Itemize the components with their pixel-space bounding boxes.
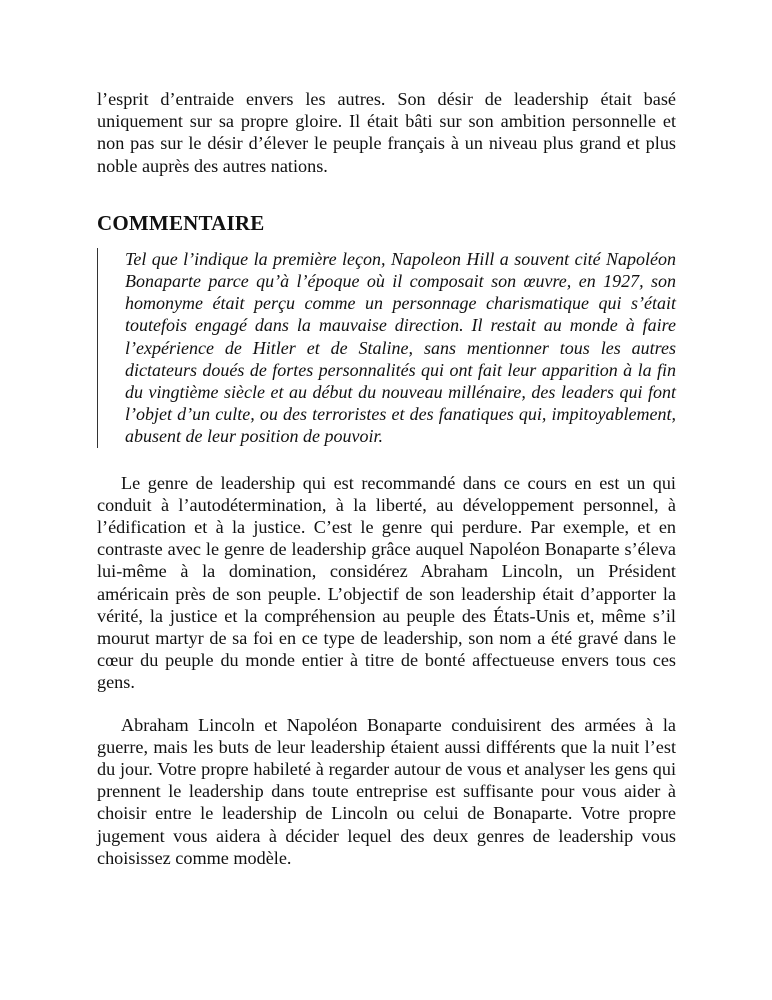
document-page — [97, 88, 676, 869]
commentary-block — [97, 248, 676, 448]
section-heading: COMMENTAIRE — [97, 210, 265, 235]
body-paragraph-2: Le genre de leadership qui est recommandé dans ce cours en est un qui conduit à l’autodétermination, à la liberté, au développement personnel, à l’édification et à la justice. C’est le genre qui perdure. Par exemple, et en contraste avec le genre de leadership grâce auquel Napoléon Bonaparte s’éleva lui-même à la domination, considérez Abraham Lincoln, un Président américain près de son peuple. L’objectif de son leadership était d’apporter la vérité, la justice et la compréhension au peuple des États-Unis et, même s’il mourut martyr de sa foi en ce type de leadership, son nom a été gravé dans le cœur du peuple du monde entier à titre de bonté affectueuse envers tous ces gens. — [97, 472, 676, 693]
intro-paragraph: l’esprit d’entraide envers les autres. Son désir de leadership était basé uniquement sur sa propre gloire. Il était bâti sur son ambition personnelle et non pas sur le désir d’élever le peuple français à un niveau plus grand et plus noble auprès des autres nations. — [97, 89, 676, 176]
body-paragraph-3: Abraham Lincoln et Napoléon Bonaparte conduisirent des armées à la guerre, mais les buts de leur leadership étaient aussi différents que la nuit l’est du jour. Votre propre habileté à regarder autour de vous et analyser les gens qui prennent le leadership dans toute entreprise est suffisante pour vous aider à choisir entre le leadership de Lincoln ou celui de Bonaparte. Votre propre jugement vous aidera à décider lequel des deux genres de leadership vous choisissez comme modèle. — [97, 714, 676, 868]
commentary-paragraph: Tel que l’indique la première leçon, Napoleon Hill a souvent cité Napoléon Bonaparte parce qu’à l’époque où il composait son œuvre, en 1927, son homonyme était perçu comme un personnage charismatique qui s’était toutefois engagé dans la mauvaise direction. Il restait au monde à faire l’expérience de Hitler et de Staline, sans mentionner tous les autres dictateurs doués de fortes personnalités qui ont fait leur apparition à la fin du vingtième siècle et au début du nouveau millénaire, des leaders qui font l’objet d’un culte, ou des terroristes et des fanatiques qui, impitoyablement, abusent de leur position de pouvoir. — [125, 248, 676, 447]
